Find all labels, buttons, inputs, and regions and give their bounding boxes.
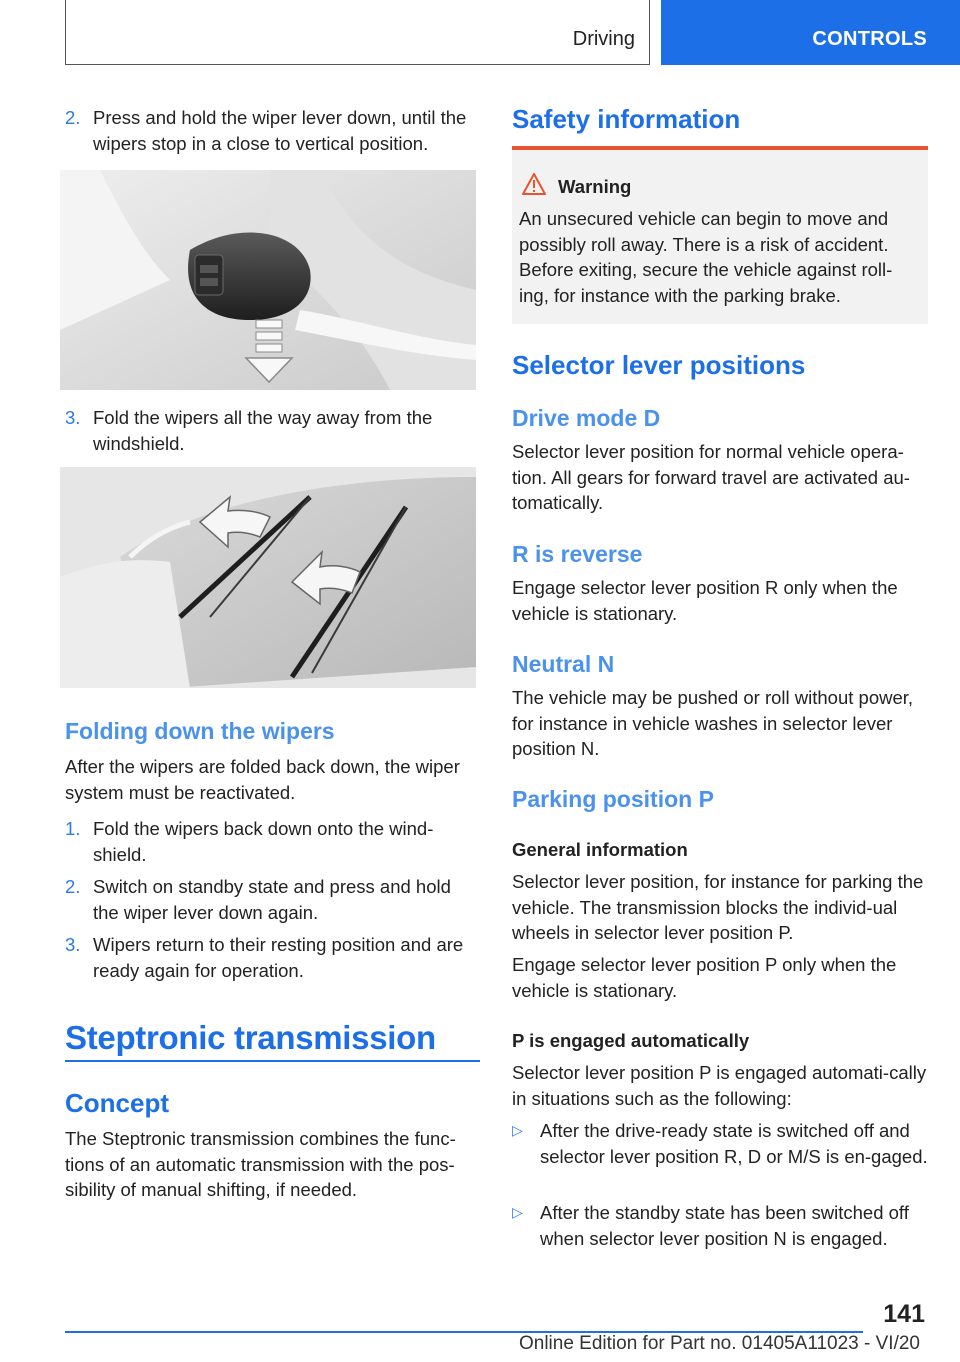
warning-text: An unsecured vehicle can begin to move and possibly roll away. There is a risk of accident. Before exiting, secure the vehicle against roll‐ing, for instance with the parking brake. [519, 208, 893, 306]
concept-heading: Concept [65, 1088, 169, 1118]
wiper-lever-illustration [60, 170, 476, 390]
list-text: Wipers return to their resting position and are ready again for operation. [93, 934, 464, 981]
warning-title: Warning [558, 176, 632, 197]
folding-heading: Folding down the wipers [65, 718, 335, 744]
safety-heading: Safety information [512, 104, 741, 134]
heading-rule [65, 1060, 480, 1062]
footer-edition: Online Edition for Part no. 01405A11023 - VI/20 [518, 1333, 920, 1354]
warning-box [512, 146, 928, 324]
parking-heading: Parking position P [512, 786, 714, 812]
bullet-arrow-icon: ▷ [512, 1204, 523, 1220]
list-number: 2. [65, 107, 81, 128]
general-info-text-1: Selector lever position, for instance for parking the vehicle. The transmission blocks the individ‐ual wheels in selector lever position P. [512, 871, 924, 943]
general-info-text-2: Engage selector lever position P only when the vehicle is stationary. [512, 954, 897, 1001]
auto-engage-text: Selector lever position P is engaged automati‐cally in situations such as the following: [512, 1062, 927, 1109]
drive-text: Selector lever position for normal vehicle opera‐tion. All gears for forward travel are activated au‐tomatically. [512, 441, 910, 513]
header-section-box [65, 0, 650, 65]
header-section-title: Driving [572, 28, 635, 50]
neutral-heading: Neutral N [512, 651, 615, 677]
windshield-wipers-illustration [60, 467, 476, 688]
concept-text: The Steptronic transmission combines the func‐tions of an automatic transmission with the pos‐sibility of manual shifting, if needed. [65, 1128, 456, 1200]
list-text: Press and hold the wiper lever down, until the wipers stop in a close to vertical position. [93, 107, 467, 154]
list-number: 1. [65, 818, 81, 839]
reverse-text: Engage selector lever position R only when the vehicle is stationary. [512, 577, 898, 624]
reverse-heading: R is reverse [512, 541, 643, 567]
list-text: Fold the wipers all the way away from the windshield. [93, 407, 433, 454]
warning-triangle-icon [522, 173, 546, 195]
list-number: 2. [65, 876, 81, 897]
wiper-lever-image [60, 170, 476, 390]
general-info-heading: General information [512, 839, 688, 860]
list-text: Fold the wipers back down onto the wind‐shield. [93, 818, 434, 865]
header-chapter-title: CONTROLS [812, 28, 927, 50]
bullet-arrow-icon: ▷ [512, 1122, 523, 1138]
list-text: Switch on standby state and press and hold the wiper lever down again. [93, 876, 451, 923]
folding-intro: After the wipers are folded back down, the wiper system must be reactivated. [65, 756, 460, 803]
list-number: 3. [65, 934, 81, 955]
bullet-text: After the drive-ready state is switched off and selector lever position R, D or M/S is en‐gaged. [540, 1120, 928, 1167]
page-number: 141 [883, 1300, 925, 1328]
selector-positions-heading: Selector lever positions [512, 350, 806, 380]
auto-engage-heading: P is engaged automatically [512, 1030, 750, 1051]
drive-heading: Drive mode D [512, 405, 661, 431]
neutral-text: The vehicle may be pushed or roll without power, for instance in vehicle washes in selector lever position N. [512, 687, 914, 759]
windshield-wipers-image [60, 467, 476, 688]
bullet-text: After the standby state has been switched off when selector lever position N is engaged. [540, 1202, 909, 1249]
steptronic-heading: Steptronic transmission [65, 1019, 436, 1056]
list-number: 3. [65, 407, 81, 428]
header-chapter-tab [661, 0, 960, 65]
